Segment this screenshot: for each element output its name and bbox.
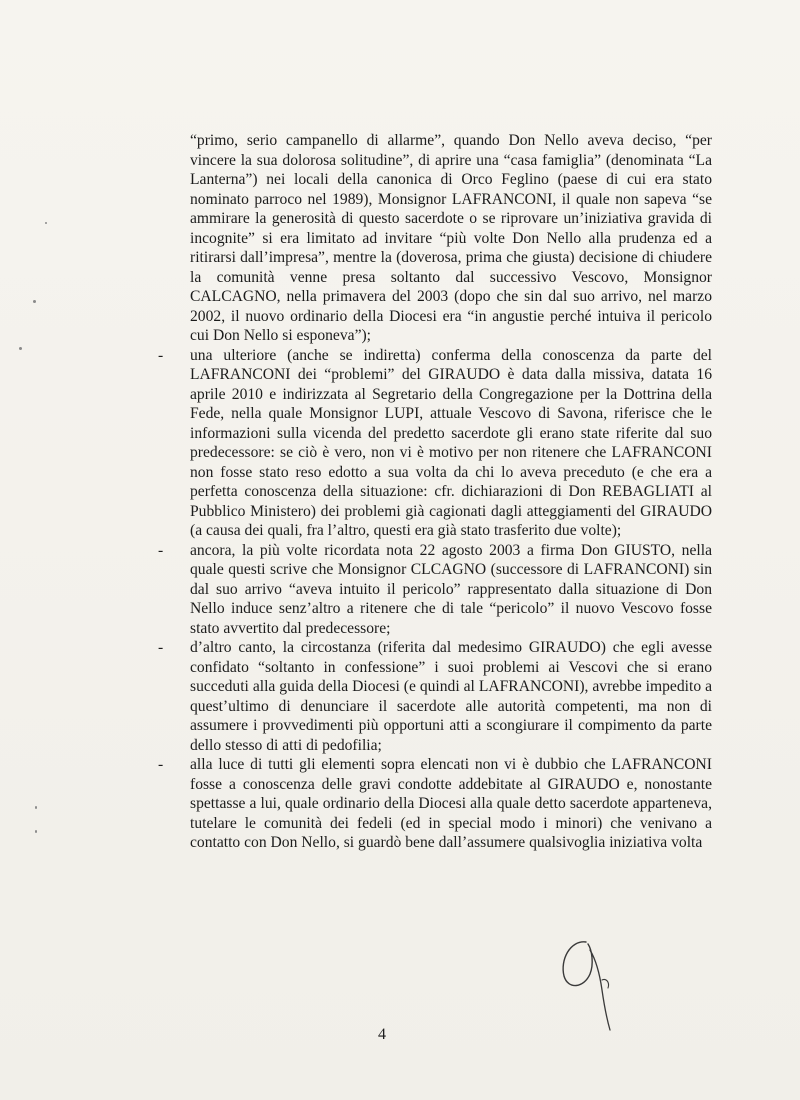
handwritten-signature-icon [548, 920, 638, 1040]
bullet-item [158, 755, 712, 853]
bullet-dash: - [158, 756, 164, 773]
bullet-text: d’altro canto, la circostanza (riferita dal medesimo GIRAUDO) che egli avesse confidato “soltanto in confessione” i suoi problemi ai Vescovi che si erano succeduti alla guida della Diocesi (e quindi al LAFRANCONI), avrebbe impedito a quest’ultimo di denunciare il sacerdote alle autorità competenti, ma non di assumere i provvedimenti più opportuni atti a scongiurare il compimento da parte dello stesso di atti di pedofilia; [190, 639, 712, 754]
bullet-text: alla luce di tutti gli elementi sopra elencati non vi è dubbio che LAFRANCONI fosse a conoscenza delle gravi condotte addebitate al GIRAUDO e, nonostante spettasse a lui, quale ordinario della Diocesi alla quale detto sacerdote appartenevа, tutelare le comunità dei fedeli (ed in special modo i minori) che venivano a contatto con Don Nello, si guardò bene dall’assumere qualsivoglia iniziativa volta [190, 756, 712, 851]
scan-mark [33, 300, 36, 303]
scan-mark [45, 222, 47, 224]
bullet-item [158, 541, 712, 639]
bullet-dash: - [158, 639, 164, 656]
scan-mark [35, 806, 37, 809]
scan-mark [35, 830, 37, 833]
bullet-item [158, 346, 712, 541]
document-body [158, 131, 712, 853]
bullet-item [158, 638, 712, 755]
bullet-text: ancora, la più volte ricordata nota 22 agosto 2003 a firma Don GIUSTO, nella quale questi scrive che Monsignor CLCAGNO (successore di LAFRANCONI) sin dal suo arrivo “aveva intuito il pericolo” rappresentato dalla situazione di Don Nello induce senz’altro a ritenere che di tale “pericolo” il nuovo Vescovo fosse stato avvertito dal predecessore; [190, 541, 712, 637]
intro-paragraph: “primo, serio campanello di allarme”, quando Don Nello aveva deciso, “per vincere la sua dolorosa solitudine”, di aprire una “casa famiglia” (denominata “La Lanterna”) nei locali della canonica di Orco Feglino (paese di cui era stato nominato parroco nel 1989), Monsignor LAFRANCONI, il quale non sapeva “se ammirare la generosità di questo sacerdote o se riprovare un’iniziativa gravida di incognite” si era limitato ad invitare “più volte Don Nello alla prudenza ed a ritirarsi dall’impresa”, mentre la (doverosa, prima che giusta) decisione di chiudere la comunità venne presa soltanto dal successivo Vescovo, Monsignor CALCAGNO, nella primavera del 2003 (dopo che sin dal suo arrivo, nel marzo 2002, il nuovo ordinario della Diocesi era “in angustie perché intuiva il pericolo cui Don Nello si esponeva”); [190, 132, 712, 344]
bullet-dash: - [158, 346, 164, 364]
page-number: 4 [378, 1026, 386, 1043]
bullet-text: una ulteriore (anche se indiretta) conferma della conoscenza da parte del LAFRANCONI dei “problemi” del GIRAUDO è data dalla missiva, datata 16 aprile 2010 e indirizzata al Segretario della Congregazione per la Dottrina della Fede, nella quale Monsignor LUPI, attuale Vescovo di Savona, riferisce che le informazioni sulla vicenda del predetto sacerdote gli erano state riferite dal suo predecessore: se ciò è vero, non vi è motivo per non ritenere che LAFRANCONI non fosse stato reso edotto a sua volta da chi lo aveva preceduto (e che era a perfetta conoscenza della situazione: cfr. dichiarazioni di Don REBAGLIATI al Pubblico Ministero) dei problemi già cagionati dagli atteggiamenti del GIRAUDO (a causa dei quali, fra l’altro, questi era già stato trasferito due volte); [190, 346, 712, 539]
bullet-dash: - [158, 541, 164, 559]
scan-mark [19, 347, 22, 350]
